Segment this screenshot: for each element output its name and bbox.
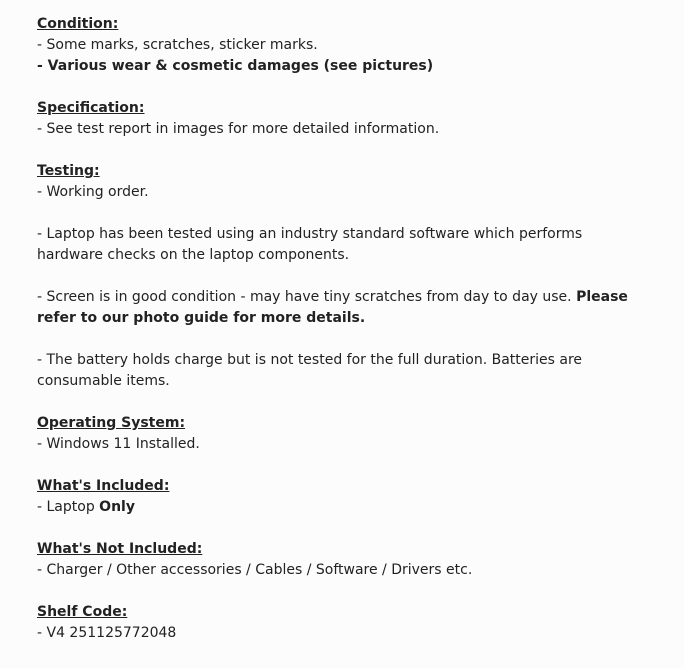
testing-battery-paragraph: - The battery holds charge but is not tested for the full duration. Batteries are consumable items. bbox=[37, 352, 583, 389]
testing-line: - Working order. bbox=[37, 184, 149, 200]
not-included-heading: What's Not Included: bbox=[37, 541, 203, 557]
condition-line: - Some marks, scratches, sticker marks. bbox=[37, 37, 318, 53]
testing-screen-paragraph bbox=[37, 287, 647, 329]
testing-paragraph: - Laptop has been tested using an industry standard software which performs hardware checks on the laptop components. bbox=[37, 226, 583, 263]
spacer bbox=[37, 329, 647, 350]
shelf-code-heading: Shelf Code: bbox=[37, 604, 128, 620]
listing-description bbox=[37, 14, 647, 644]
operating-system-heading: Operating System: bbox=[37, 415, 186, 431]
condition-line-bold bbox=[37, 56, 647, 77]
specification-line: - See test report in images for more detailed information. bbox=[37, 121, 440, 137]
spacer bbox=[37, 392, 647, 413]
spacer bbox=[37, 518, 647, 539]
included-line bbox=[37, 497, 647, 518]
included-text: - Laptop bbox=[37, 499, 100, 515]
spacer bbox=[37, 77, 647, 98]
screen-text: - Screen is in good condition - may have tiny scratches from day to day use. bbox=[37, 289, 577, 305]
included-bold-text: Only bbox=[99, 499, 135, 515]
specification-heading: Specification: bbox=[37, 100, 145, 116]
not-included-line: - Charger / Other accessories / Cables / Software / Drivers etc. bbox=[37, 562, 473, 578]
condition-bold-text: - Various wear & cosmetic damages (see pictures) bbox=[37, 58, 434, 74]
condition-heading: Condition: bbox=[37, 16, 119, 32]
spacer bbox=[37, 203, 647, 224]
spacer bbox=[37, 266, 647, 287]
shelf-code-line: - V4 251125772048 bbox=[37, 625, 177, 641]
included-heading: What's Included: bbox=[37, 478, 170, 494]
spacer bbox=[37, 140, 647, 161]
spacer bbox=[37, 455, 647, 476]
spacer bbox=[37, 581, 647, 602]
operating-system-line: - Windows 11 Installed. bbox=[37, 436, 200, 452]
testing-heading: Testing: bbox=[37, 163, 100, 179]
screen-bold-text: Please refer to our photo guide for more details. bbox=[37, 289, 628, 326]
